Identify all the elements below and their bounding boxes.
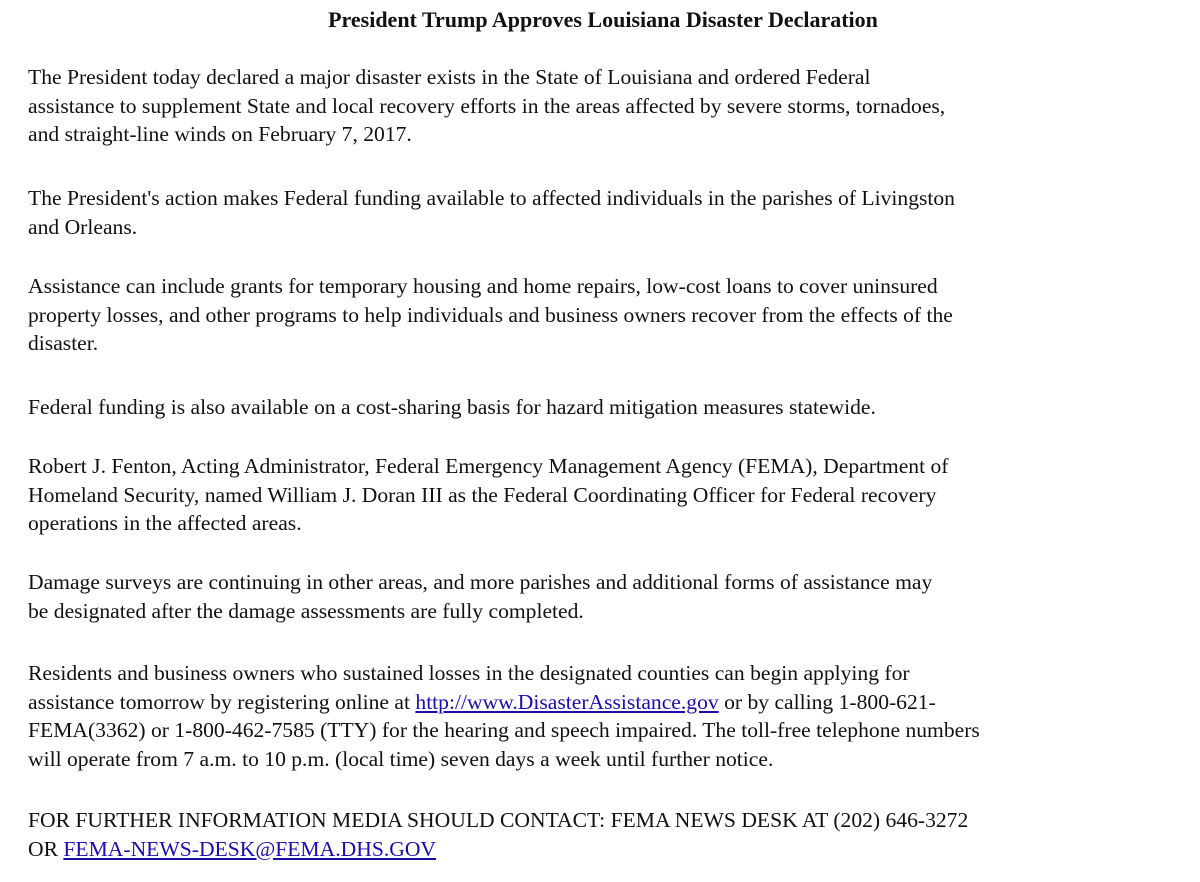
paragraph-declaration (28, 63, 1178, 149)
paragraph-funding-parishes (28, 184, 1178, 241)
p5-line-3: operations in the affected areas. (28, 511, 302, 535)
press-release-document (28, 0, 1178, 861)
p5-line-1: Robert J. Fenton, Acting Administrator, Federal Emergency Management Agency (FEMA), Department of (28, 454, 949, 478)
p7-line-2-post: or by calling 1-800-621- (718, 689, 936, 714)
p6-line-1: Damage surveys are continuing in other areas, and more parishes and additional forms of assistance may (28, 570, 933, 594)
p1-line-1: The President today declared a major disaster exists in the State of Louisiana and ordered Federal (28, 65, 871, 89)
p7-line-3: FEMA(3362) or 1-800-462-7585 (TTY) for the hearing and speech impaired. The toll-free telephone numbers (28, 718, 980, 742)
p8-line-1: FOR FURTHER INFORMATION MEDIA SHOULD CONTACT: FEMA NEWS DESK AT (202) 646-3272 (28, 808, 969, 832)
p7-line-4: will operate from 7 a.m. to 10 p.m. (local time) seven days a week until further notice. (28, 746, 774, 771)
fema-news-desk-email-link[interactable]: FEMA-NEWS-DESK@FEMA.DHS.GOV (63, 836, 437, 861)
p7-line-1: Residents and business owners who sustained losses in the designated counties can begin applying for (28, 661, 910, 685)
p3-line-1: Assistance can include grants for temporary housing and home repairs, low-cost loans to cover uninsured (28, 274, 938, 298)
p2-line-1: The President's action makes Federal funding available to affected individuals in the parishes of Livingston (28, 186, 955, 210)
paragraph-how-to-apply (28, 659, 1178, 773)
p2-line-2: and Orleans. (28, 214, 138, 239)
p3-line-2: property losses, and other programs to help individuals and business owners recover from the effects of the (28, 302, 953, 327)
document-title: President Trump Approves Louisiana Disaster Declaration (328, 7, 878, 32)
p6-line-2: be designated after the damage assessments are fully completed. (28, 598, 584, 623)
p7-line-2-pre: assistance tomorrow by registering online at (28, 689, 416, 714)
p1-line-3: and straight-line winds on February 7, 2017. (28, 122, 412, 146)
paragraph-hazard-mitigation (28, 393, 1178, 422)
p4-line-1: Federal funding is also available on a cost-sharing basis for hazard mitigation measures statewide. (28, 395, 876, 419)
paragraph-damage-surveys (28, 568, 1178, 625)
p8-line-2-pre: OR (28, 836, 64, 861)
paragraph-assistance-types (28, 272, 1178, 358)
p3-line-3: disaster. (28, 331, 99, 355)
p1-line-2: assistance to supplement State and local recovery efforts in the areas affected by severe storms, tornadoes, (28, 93, 946, 118)
p5-line-2: Homeland Security, named William J. Doran III as the Federal Coordinating Officer for Federal recovery (28, 482, 937, 507)
disaster-assistance-link[interactable]: http://www.DisasterAssistance.gov (415, 689, 719, 714)
paragraph-coordinating-officer (28, 452, 1178, 538)
paragraph-media-contact (28, 806, 1178, 863)
